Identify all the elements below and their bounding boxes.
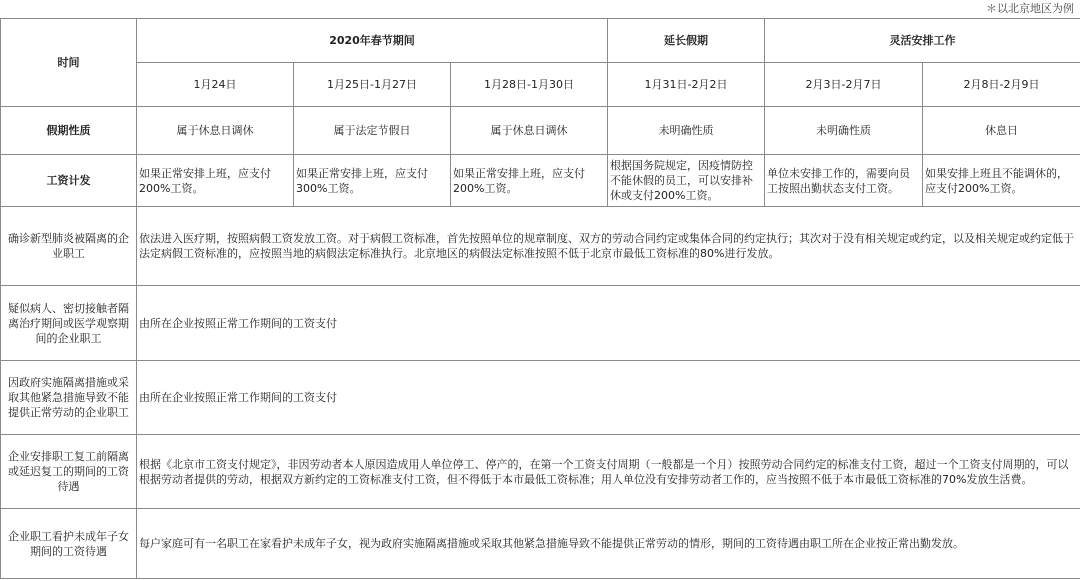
policy-row-text: 由所在企业按照正常工作期间的工资支付 [137, 361, 1080, 435]
policy-row-label: 确诊新型肺炎被隔离的企业职工 [1, 207, 137, 286]
holiday-nature-cell: 未明确性质 [608, 107, 765, 155]
holiday-nature-row [1, 107, 1080, 155]
policy-row-label: 企业职工看护未成年子女期间的工资待遇 [1, 509, 137, 579]
policy-row-text: 依法进入医疗期，按照病假工资发放工资。对于病假工资标准，首先按照单位的规章制度、双方的劳动合同约定或集体合同的约定执行；其次对于没有相关规定或约定，以及相关规定或约定低于法定病假工资标准的，应按照当地的病假法定标准执行。北京地区的病假法定标准按照不低于北京市最低工资标准的80%进行发放。 [137, 207, 1080, 286]
wage-policy-table [0, 18, 1080, 579]
wage-calculation-cell: 如果正常安排上班，应支付200%工资。 [137, 155, 294, 207]
policy-row-childcare [1, 509, 1080, 579]
group-header-spring-festival: 2020年春节期间 [137, 19, 608, 63]
holiday-nature-cell: 未明确性质 [765, 107, 923, 155]
holiday-nature-cell: 属于休息日调休 [451, 107, 608, 155]
policy-row-government-isolation [1, 361, 1080, 435]
group-header-extended-holiday: 延长假期 [608, 19, 765, 63]
wage-calculation-cell: 根据国务院规定，因疫情防控不能休假的员工，可以安排补休或支付200%工资。 [608, 155, 765, 207]
time-header: 时间 [1, 19, 137, 107]
policy-row-label: 企业安排职工复工前隔离或延迟复工的期间的工资待遇 [1, 435, 137, 509]
holiday-nature-label: 假期性质 [1, 107, 137, 155]
policy-row-text: 由所在企业按照正常工作期间的工资支付 [137, 286, 1080, 361]
holiday-nature-cell: 属于休息日调休 [137, 107, 294, 155]
wage-calculation-row [1, 155, 1080, 207]
date-cell: 1月28日-1月30日 [451, 63, 608, 107]
policy-row-text: 每户家庭可有一名职工在家看护未成年子女，视为政府实施隔离措施或采取其他紧急措施导致不能提供正常劳动的情形，期间的工资待遇由职工所在企业按正常出勤发放。 [137, 509, 1080, 579]
policy-row-confirmed-patients [1, 207, 1080, 286]
wage-calculation-cell: 如果安排上班且不能调休的，应支付200%工资。 [923, 155, 1080, 207]
policy-row-suspected-patients [1, 286, 1080, 361]
wage-calculation-cell: 单位未安排工作的，需要向员工按照出勤状态支付工资。 [765, 155, 923, 207]
date-cell: 1月25日-1月27日 [294, 63, 451, 107]
region-note: ＊以北京地区为例 [986, 2, 1074, 15]
date-cell: 1月31日-2月2日 [608, 63, 765, 107]
wage-calculation-label: 工资计发 [1, 155, 137, 207]
policy-row-delayed-return [1, 435, 1080, 509]
wage-calculation-cell: 如果正常安排上班，应支付200%工资。 [451, 155, 608, 207]
date-cell: 2月8日-2月9日 [923, 63, 1080, 107]
policy-row-text: 根据《北京市工资支付规定》，非因劳动者本人原因造成用人单位停工、停产的，在第一个工资支付周期（一般都是一个月）按照劳动合同约定的标准支付工资，超过一个工资支付周期的，可以根据劳动者提供的劳动，根据双方新约定的工资标准支付工资，但不得低于本市最低工资标准；用人单位没有安排劳动者工作的，应当按照不低于本市最低工资标准的70%发放生活费。 [137, 435, 1080, 509]
wage-calculation-cell: 如果正常安排上班，应支付300%工资。 [294, 155, 451, 207]
holiday-nature-cell: 属于法定节假日 [294, 107, 451, 155]
date-cell: 2月3日-2月7日 [765, 63, 923, 107]
group-header-flexible-work: 灵活安排工作 [765, 19, 1080, 63]
policy-row-label: 疑似病人、密切接触者隔离治疗期间或医学观察期间的企业职工 [1, 286, 137, 361]
policy-row-label: 因政府实施隔离措施或采取其他紧急措施导致不能提供正常劳动的企业职工 [1, 361, 137, 435]
date-cell: 1月24日 [137, 63, 294, 107]
header-group-row [1, 19, 1080, 63]
header-date-row [1, 63, 1080, 107]
holiday-nature-cell: 休息日 [923, 107, 1080, 155]
